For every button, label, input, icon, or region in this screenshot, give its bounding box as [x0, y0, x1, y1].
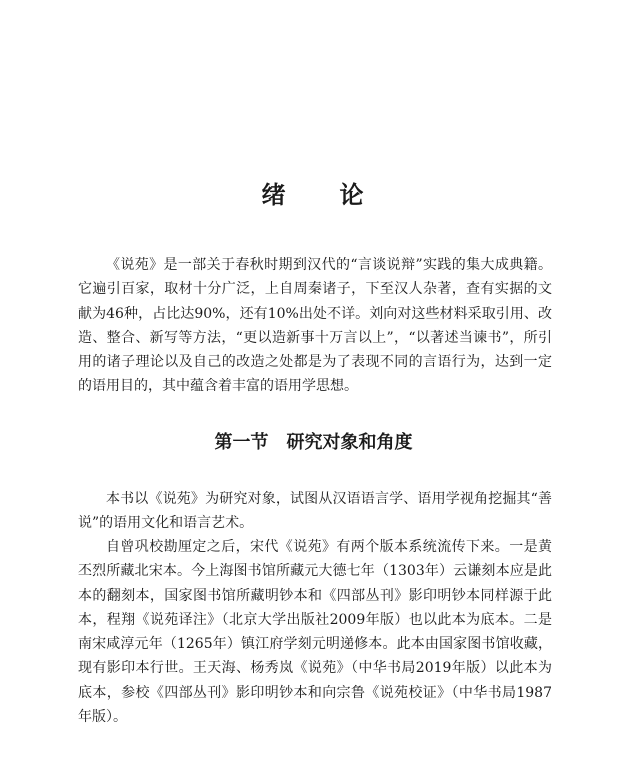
section-paragraph: 本书以《说苑》为研究对象，试图从汉语语言学、语用学视角挖掘其“善说”的语用文化和语言艺术。: [78, 491, 552, 532]
section-paragraph: 自曾巩校勘厘定之后，宋代《说苑》有两个版本系统流传下来。一是黄丕烈所藏北宋本。今上海图书馆所藏元大德七年（1303年）云谦刻本应是此本的翻刻本，国家图书馆所藏明钞本和《四部丛刊》影印明钞本同样源于此本，程翔《说苑译注》（北京大学出版社2009年版）也以此本为底本。二是南宋咸淳元年（1265年）镇江府学刻元明递修本。此本由国家图书馆收藏，现有影印本行世。王天海、杨秀岚《说苑》（中华书局2019年版）以此本为底本，参校《四部丛刊》影印明钞本和向宗鲁《说苑校证》（中华书局1987年版）。: [78, 539, 552, 726]
section-title: 第一节 研究对象和角度: [214, 432, 413, 453]
intro-paragraph: 《说苑》是一部关于春秋时期到汉代的“言谈说辩”实践的集大成典籍。它遍引百家，取材十分广泛，上自周秦诸子，下至汉人杂著，查有实据的文献为46种，占比达90%，还有10%出处不详。刘向对这些材料采取引用、改造、整合、新写等方法，“更以造新事十万言以上”，“以著述当谏书”，所引用的诸子理论以及自己的改造之处都是为了表现不同的言语行为，达到一定的语用目的，其中蕴含着丰富的语用学思想。: [78, 257, 552, 395]
chapter-title: 绪 论: [261, 181, 366, 209]
